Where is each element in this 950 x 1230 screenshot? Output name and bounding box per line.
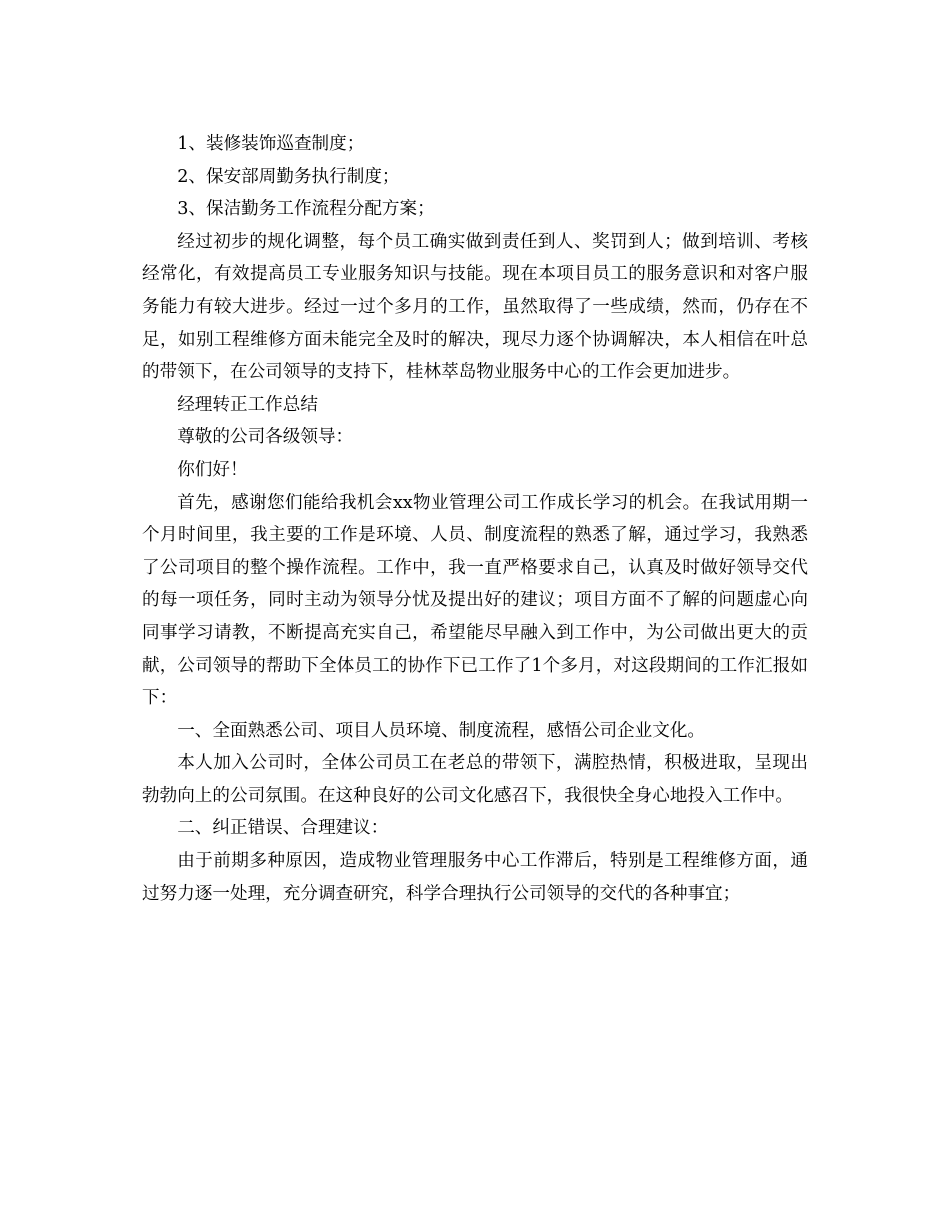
heading-point-two: 二、纠正错误、合理建议： bbox=[177, 818, 389, 839]
paragraph-corrections: 由于前期多种原因，造成物业管理服务中心工作滞后，特别是工程维修方面，通过努力逐一处理，充分调查研究，科学合理执行公司领导的交代的各种事宜； bbox=[142, 851, 808, 904]
salutation: 尊敬的公司各级领导： bbox=[177, 427, 354, 448]
paragraph-company-culture: 本人加入公司时，全体公司员工在老总的带领下，满腔热情，积极进取，呈现出勃勃向上的公司氛围。在这种良好的公司文化感召下，我很快全身心地投入工作中。 bbox=[142, 753, 808, 806]
list-item-cleaning-plan: 3、保洁勤务工作流程分配方案； bbox=[177, 199, 435, 220]
paragraph-adjustment-summary: 经过初步的规化调整，每个员工确实做到责任到人、奖罚到人；做到培训、考核经常化，有效提高员工专业服务知识与技能。现在本项目员工的服务意识和对客户服务能力有较大进步。经过一过个多月的工作，虽然取得了一些成绩，然而，仍存在不足，如别工程维修方面未能完全及时的解决，现尽力逐个协调解决，本人相信在叶总的带领下，在公司领导的支持下，桂林萃岛物业服务中心的工作会更加进步。 bbox=[142, 231, 808, 383]
list-item-inspection-rule: 1、装修装饰巡查制度； bbox=[177, 134, 365, 154]
greeting: 你们好！ bbox=[177, 459, 248, 480]
paragraph-introduction: 首先，感谢您们能给我机会xx物业管理公司工作成长学习的机会。在我试用期一个月时间里，我主要的工作是环境、人员、制度流程的熟悉了解，通过学习，我熟悉了公司项目的整个操作流程。工作中，我一直严格要求自己，认真及时做好领导交代的每一项任务，同时主动为领导分忧及提出好的建议；项目方面不了解的问题虚心向同事学习请教，不断提高充实自己，希望能尽早融入到工作中，为公司做出更大的贡献，公司领导的帮助下全体员工的协作下已工作了1个多月，对这段期间的工作汇报如下： bbox=[142, 492, 808, 709]
heading-point-one: 一、全面熟悉公司、项目人员环境、制度流程，感悟公司企业文化。 bbox=[177, 720, 706, 741]
section-title: 经理转正工作总结 bbox=[177, 394, 318, 415]
list-item-security-rule: 2、保安部周勤务执行制度； bbox=[177, 166, 400, 187]
document-body bbox=[142, 128, 808, 910]
